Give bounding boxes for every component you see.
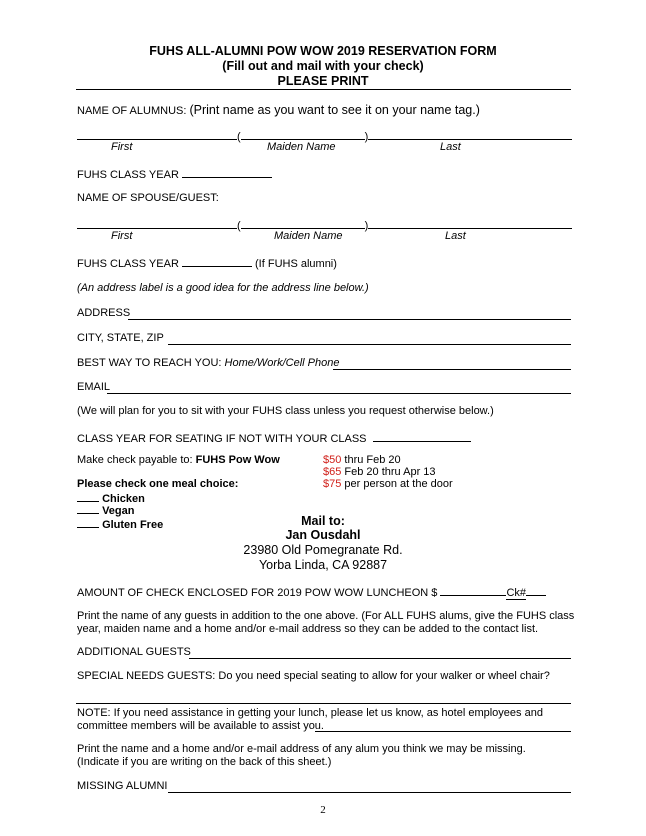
mail-to-street: 23980 Old Pomegranate Rd. bbox=[243, 543, 403, 557]
amount-field[interactable] bbox=[440, 584, 506, 596]
guests-note-line2: year, maiden name and a home and/or e-mail address so they can be added to the contact list. bbox=[77, 623, 539, 635]
alumnus-hint: (Print name as you want to see it on your name tag.) bbox=[189, 103, 480, 117]
alumnus-last-caption: Last bbox=[440, 141, 461, 153]
meal-option-label: Gluten Free bbox=[102, 519, 164, 531]
city-label: CITY, STATE, ZIP bbox=[77, 332, 164, 344]
guests-note-line1: Print the name of any guests in addition to the one above. (For ALL FUHS alums, give the FUHS class bbox=[77, 610, 575, 622]
class-year-field[interactable] bbox=[182, 166, 272, 178]
spouse-class-field[interactable] bbox=[182, 255, 252, 267]
price-amount: $65 bbox=[323, 466, 342, 478]
meal-label: Please check one meal choice: bbox=[77, 478, 239, 490]
missing-label: MISSING ALUMNI bbox=[77, 780, 168, 792]
missing-field[interactable] bbox=[168, 792, 571, 793]
class-year-label: FUHS CLASS YEAR bbox=[77, 169, 179, 181]
price-item bbox=[323, 466, 436, 478]
address-label: ADDRESS bbox=[77, 307, 131, 319]
spouse-name-field[interactable]: ( ) bbox=[77, 217, 572, 232]
seating-label: CLASS YEAR FOR SEATING IF NOT WITH YOUR CLASS bbox=[77, 433, 367, 445]
mail-to-name: Jan Ousdahl bbox=[285, 528, 361, 542]
missing-note-line1: Print the name and a home and/or e-mail address of any alum you think we may be missing. bbox=[77, 743, 526, 755]
mail-to-label: Mail to: bbox=[301, 514, 345, 528]
spouse-last-caption: Last bbox=[445, 230, 466, 242]
check-number-field[interactable] bbox=[526, 584, 546, 596]
please-print: PLEASE PRINT bbox=[277, 74, 369, 88]
email-label: EMAIL bbox=[77, 381, 111, 393]
seating-field[interactable] bbox=[373, 430, 471, 442]
spouse-maiden-field[interactable] bbox=[241, 217, 365, 229]
alumnus-label: NAME OF ALUMNUS: bbox=[77, 105, 187, 117]
note-line2: committee members will be available to assist you. bbox=[77, 720, 324, 732]
meal-option-label: Chicken bbox=[102, 493, 145, 505]
class-year-row bbox=[77, 166, 272, 181]
spouse-label: NAME OF SPOUSE/GUEST: bbox=[77, 192, 219, 204]
payable-label: Make check payable to: bbox=[77, 454, 193, 466]
alumnus-first-caption: First bbox=[111, 141, 133, 153]
price-desc: per person at the door bbox=[341, 478, 453, 490]
address-field[interactable] bbox=[128, 319, 571, 320]
note-line1: NOTE: If you need assistance in getting your lunch, please let us know, as hotel employees and bbox=[77, 707, 543, 719]
spouse-class-row bbox=[77, 255, 337, 270]
spouse-first-caption: First bbox=[111, 230, 133, 242]
alumnus-maiden-caption: Maiden Name bbox=[267, 141, 336, 153]
check-number-label: Ck# bbox=[506, 587, 527, 599]
seating-note: (We will plan for you to sit with your FUHS class unless you request otherwise below.) bbox=[77, 405, 494, 417]
reach-field[interactable] bbox=[333, 369, 571, 370]
price-desc: Feb 20 thru Apr 13 bbox=[341, 466, 436, 478]
meal-checkbox[interactable] bbox=[77, 502, 99, 514]
mail-to-city: Yorba Linda, CA 92887 bbox=[258, 558, 388, 572]
alumnus-section bbox=[77, 103, 480, 117]
price-amount: $75 bbox=[323, 478, 342, 490]
price-amount: $50 bbox=[323, 454, 342, 466]
special-label: SPECIAL NEEDS GUESTS: Do you need special seating to allow for your walker or wheel chair? bbox=[77, 670, 550, 682]
spouse-first-field[interactable] bbox=[77, 217, 237, 229]
spouse-class-label: FUHS CLASS YEAR bbox=[77, 258, 179, 270]
form-subtitle: (Fill out and mail with your check) bbox=[222, 59, 424, 73]
page-number: 2 bbox=[320, 804, 326, 816]
meal-checkbox[interactable] bbox=[77, 490, 99, 502]
reach-row bbox=[77, 357, 339, 369]
price-item bbox=[323, 454, 401, 466]
seating-row bbox=[77, 430, 471, 445]
spouse-class-note: (If FUHS alumni) bbox=[255, 258, 337, 270]
spouse-maiden-caption: Maiden Name bbox=[274, 230, 343, 242]
price-desc: thru Feb 20 bbox=[341, 454, 401, 466]
additional-label: ADDITIONAL GUESTS bbox=[77, 646, 191, 658]
header-rule bbox=[76, 89, 571, 90]
form-title: FUHS ALL-ALUMNI POW WOW 2019 RESERVATION FORM bbox=[149, 44, 497, 58]
reach-label: BEST WAY TO REACH YOU: bbox=[77, 357, 222, 369]
amount-label: AMOUNT OF CHECK ENCLOSED FOR 2019 POW WOW LUNCHEON $ bbox=[77, 587, 438, 599]
spouse-last-field[interactable] bbox=[368, 217, 572, 229]
missing-note-line2: (Indicate if you are writing on the back of this sheet.) bbox=[77, 756, 332, 768]
email-field[interactable] bbox=[107, 393, 571, 394]
address-note: (An address label is a good idea for the address line below.) bbox=[77, 282, 369, 294]
alumnus-name-field[interactable]: ( ) bbox=[77, 128, 572, 143]
payable-row bbox=[77, 454, 280, 466]
city-field[interactable] bbox=[168, 344, 571, 345]
reach-options: Home/Work/Cell Phone bbox=[224, 357, 340, 369]
alumnus-maiden-field[interactable] bbox=[241, 128, 365, 140]
price-item bbox=[323, 478, 453, 490]
additional-field[interactable] bbox=[189, 658, 571, 659]
note-field[interactable] bbox=[315, 731, 571, 732]
special-field[interactable] bbox=[76, 703, 571, 704]
amount-row bbox=[77, 584, 546, 599]
payable-to: FUHS Pow Wow bbox=[195, 454, 280, 466]
alumnus-last-field[interactable] bbox=[368, 128, 572, 140]
alumnus-first-field[interactable] bbox=[77, 128, 237, 140]
meal-option-label: Vegan bbox=[102, 505, 135, 517]
